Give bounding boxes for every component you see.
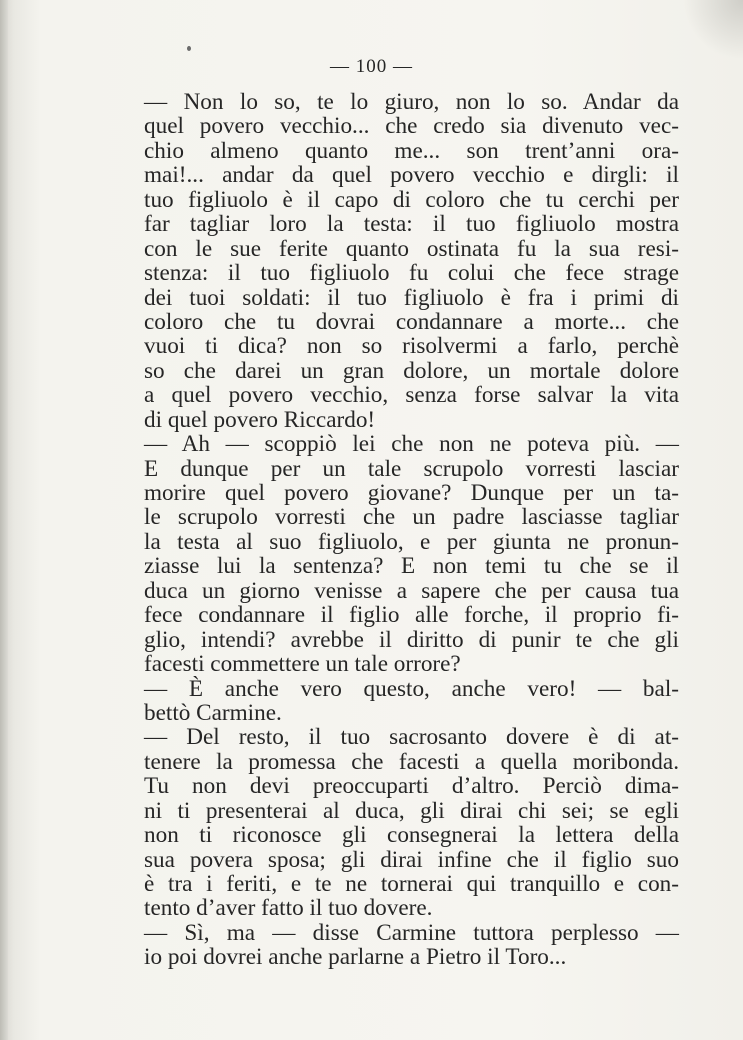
text-line: bettò Carmine. bbox=[144, 699, 282, 726]
text-line: Tu non devi preoccuparti d’altro. Perciò dima- bbox=[144, 773, 679, 800]
text-line: far tagliar loro la testa: il tuo figliuolo mostra bbox=[144, 211, 679, 238]
text-line: a quel povero vecchio, senza forse salvar la vita bbox=[144, 382, 679, 409]
text-line: tento d’aver fatto il tuo dovere. bbox=[144, 895, 433, 922]
text-line: so che darei un gran dolore, un mortale dolore bbox=[144, 357, 679, 384]
text-line: — Ah — scoppiò lei che non ne poteva più. — bbox=[144, 431, 679, 458]
text-line: E dunque per un tale scrupolo vorresti lasciar bbox=[144, 455, 679, 482]
page-number: — 100 — bbox=[330, 56, 413, 77]
text-line: duca un giorno venisse a sapere che per causa tua bbox=[144, 577, 679, 604]
text-line: morire quel povero giovane? Dunque per un ta- bbox=[144, 480, 679, 506]
text-line: mai!... andar da quel povero vecchio e dirgli: il bbox=[144, 162, 679, 189]
page-binding-edge bbox=[0, 0, 8, 1040]
text-line: — Non lo so, te lo giuro, non lo so. Andar da bbox=[144, 89, 679, 115]
text-line: io poi dovrei anche parlarne a Pietro il Toro... bbox=[144, 944, 567, 971]
text-line: coloro che tu dovrai condannare a morte... che bbox=[144, 308, 679, 335]
text-line: è tra i feriti, e te ne tornerai qui tranquillo e con- bbox=[144, 871, 679, 897]
text-line: facesti commettere un tale orrore? bbox=[144, 651, 461, 678]
text-line: tuo figliuolo è il capo di coloro che tu cerchi per bbox=[144, 186, 679, 213]
text-line: tenere la promessa che facesti a quella moribonda. bbox=[144, 748, 679, 775]
text-line: glio, intendi? avrebbe il diritto di punir te che gli bbox=[144, 626, 679, 653]
ink-speck bbox=[187, 46, 191, 51]
text-line: — Del resto, il tuo sacrosanto dovere è di at- bbox=[144, 724, 679, 751]
text-line: ziasse lui la sentenza? E non temi tu che se il bbox=[144, 553, 679, 580]
text-line: le scrupolo vorresti che un padre lasciasse tagliar bbox=[144, 504, 679, 531]
page-corner-shadow bbox=[683, 0, 743, 60]
text-line: con le sue ferite quanto ostinata fu la sua resi- bbox=[144, 235, 679, 262]
text-line: vuoi ti dica? non so risolvermi a farlo, perchè bbox=[144, 333, 679, 360]
text-line: fece condannare il figlio alle forche, il proprio fi- bbox=[144, 602, 679, 629]
text-line: — È anche vero questo, anche vero! — bal- bbox=[144, 675, 679, 702]
text-line: — Sì, ma — disse Carmine tuttora perplesso — bbox=[144, 919, 679, 946]
text-line: dei tuoi soldati: il tuo figliuolo è fra i primi di bbox=[144, 284, 679, 311]
text-line: sua povera sposa; gli dirai infine che il figlio suo bbox=[144, 846, 679, 873]
text-line: la testa al suo figliuolo, e per giunta ne pronun- bbox=[144, 528, 679, 555]
text-line: non ti riconosce gli consegnerai la lettera della bbox=[144, 822, 679, 849]
text-line: ni ti presenterai al duca, gli dirai chi sei; se egli bbox=[144, 797, 679, 824]
text-line: chio almeno quanto me... son trent’anni ora- bbox=[144, 137, 679, 164]
text-line: quel povero vecchio... che credo sia divenuto vec- bbox=[144, 113, 679, 140]
text-line: di quel povero Riccardo! bbox=[144, 406, 376, 433]
body-text bbox=[144, 90, 679, 970]
text-line: stenza: il tuo figliuolo fu colui che fece strage bbox=[144, 260, 679, 287]
